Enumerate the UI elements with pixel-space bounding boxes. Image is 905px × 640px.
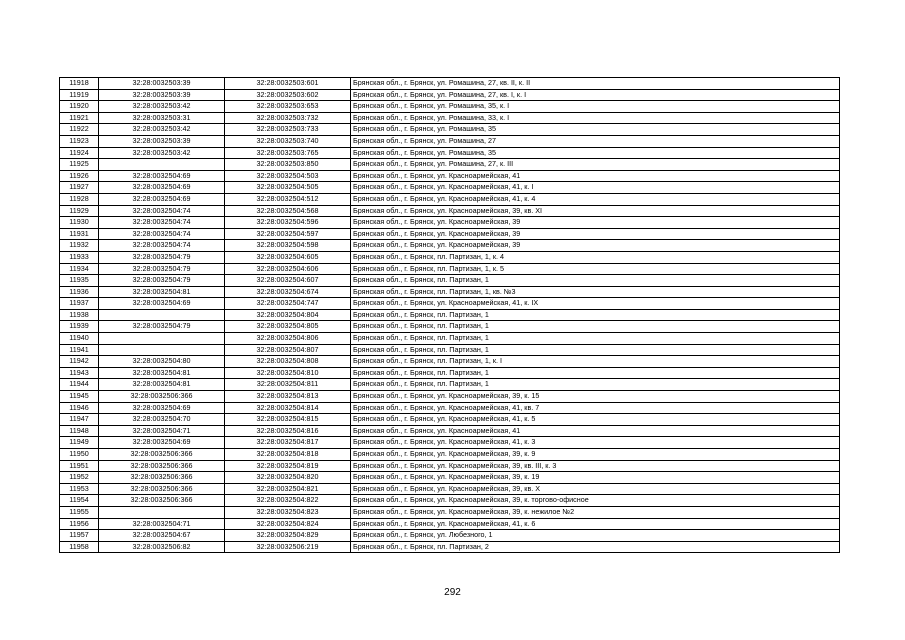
table-row [60,286,840,298]
cadastral-number-cell: 32:28:0032504:817 [225,437,351,449]
table-row [60,251,840,263]
parent-cadastral-number-cell: 32:28:0032504:74 [99,228,225,240]
cadastral-number-cell: 32:28:0032504:811 [225,379,351,391]
address-cell: Брянская обл., г. Брянск, ул. Красноармейская, 41, кв. 7 [351,402,840,414]
cadastral-number-cell: 32:28:0032504:568 [225,205,351,217]
cadastral-number-cell: 32:28:0032504:503 [225,170,351,182]
table-row [60,112,840,124]
row-number-cell: 11938 [60,309,99,321]
cadastral-number-cell: 32:28:0032504:808 [225,356,351,368]
cadastral-number-cell: 32:28:0032503:733 [225,124,351,136]
cadastral-number-cell: 32:28:0032504:806 [225,333,351,345]
address-cell: Брянская обл., г. Брянск, ул. Ромашина, 35, к. I [351,101,840,113]
row-number-cell: 11942 [60,356,99,368]
address-cell: Брянская обл., г. Брянск, ул. Красноармейская, 39 [351,217,840,229]
parent-cadastral-number-cell: 32:28:0032503:42 [99,101,225,113]
parent-cadastral-number-cell: 32:28:0032504:81 [99,379,225,391]
cadastral-number-cell: 32:28:0032504:822 [225,495,351,507]
address-cell: Брянская обл., г. Брянск, ул. Красноармейская, 39, к. 9 [351,449,840,461]
row-number-cell: 11930 [60,217,99,229]
table-row [60,135,840,147]
parent-cadastral-number-cell: 32:28:0032506:366 [99,495,225,507]
address-cell: Брянская обл., г. Брянск, пл. Партизан, 1, к. I [351,356,840,368]
parent-cadastral-number-cell: 32:28:0032504:71 [99,425,225,437]
parent-cadastral-number-cell: 32:28:0032504:74 [99,205,225,217]
table-row [60,402,840,414]
table-row [60,182,840,194]
parent-cadastral-number-cell: 32:28:0032506:82 [99,541,225,553]
parent-cadastral-number-cell: 32:28:0032506:366 [99,449,225,461]
address-cell: Брянская обл., г. Брянск, пл. Партизан, 1 [351,321,840,333]
table-row [60,170,840,182]
cadastral-number-cell: 32:28:0032504:607 [225,275,351,287]
table-row [60,472,840,484]
table-row [60,425,840,437]
cadastral-number-cell: 32:28:0032503:850 [225,159,351,171]
address-cell: Брянская обл., г. Брянск, ул. Красноармейская, 39, к. 15 [351,391,840,403]
address-cell: Брянская обл., г. Брянск, пл. Партизан, 1, к. 4 [351,251,840,263]
parent-cadastral-number-cell [99,159,225,171]
row-number-cell: 11940 [60,333,99,345]
row-number-cell: 11948 [60,425,99,437]
parent-cadastral-number-cell: 32:28:0032503:42 [99,147,225,159]
row-number-cell: 11955 [60,506,99,518]
parent-cadastral-number-cell [99,344,225,356]
table-row [60,205,840,217]
table-row [60,391,840,403]
cadastral-number-cell: 32:28:0032504:805 [225,321,351,333]
table-row [60,159,840,171]
table-row [60,78,840,90]
cadastral-number-cell: 32:28:0032504:512 [225,193,351,205]
table-row [60,541,840,553]
parent-cadastral-number-cell: 32:28:0032503:39 [99,78,225,90]
table-row [60,124,840,136]
table-row [60,379,840,391]
table-row [60,298,840,310]
address-cell: Брянская обл., г. Брянск, ул. Красноармейская, 41, к. IX [351,298,840,310]
cadastral-number-cell: 32:28:0032504:810 [225,367,351,379]
parent-cadastral-number-cell: 32:28:0032506:366 [99,391,225,403]
row-number-cell: 11958 [60,541,99,553]
cadastral-number-cell: 32:28:0032504:605 [225,251,351,263]
cadastral-number-cell: 32:28:0032504:606 [225,263,351,275]
address-cell: Брянская обл., г. Брянск, пл. Партизан, 1 [351,275,840,287]
cadastral-table-body [60,78,840,553]
parent-cadastral-number-cell: 32:28:0032504:74 [99,240,225,252]
address-cell: Брянская обл., г. Брянск, ул. Ромашина, 27 [351,135,840,147]
cadastral-number-cell: 32:28:0032504:597 [225,228,351,240]
cadastral-number-cell: 32:28:0032503:601 [225,78,351,90]
table-row [60,344,840,356]
address-cell: Брянская обл., г. Брянск, ул. Красноармейская, 39, кв. XI [351,205,840,217]
address-cell: Брянская обл., г. Брянск, пл. Партизан, 1 [351,344,840,356]
address-cell: Брянская обл., г. Брянск, ул. Ромашина, 35 [351,147,840,159]
address-cell: Брянская обл., г. Брянск, ул. Красноармейская, 41, к. 4 [351,193,840,205]
parent-cadastral-number-cell: 32:28:0032504:69 [99,437,225,449]
address-cell: Брянская обл., г. Брянск, ул. Красноармейская, 41, к. 6 [351,518,840,530]
address-cell: Брянская обл., г. Брянск, ул. Красноармейская, 41, к. I [351,182,840,194]
parent-cadastral-number-cell: 32:28:0032504:80 [99,356,225,368]
address-cell: Брянская обл., г. Брянск, ул. Красноармейская, 41, к. 3 [351,437,840,449]
address-cell: Брянская обл., г. Брянск, ул. Красноармейская, 39 [351,240,840,252]
cadastral-table [59,77,840,553]
parent-cadastral-number-cell [99,333,225,345]
parent-cadastral-number-cell: 32:28:0032504:74 [99,217,225,229]
row-number-cell: 11946 [60,402,99,414]
table-row [60,193,840,205]
row-number-cell: 11921 [60,112,99,124]
parent-cadastral-number-cell: 32:28:0032504:70 [99,414,225,426]
table-row [60,460,840,472]
cadastral-number-cell: 32:28:0032504:815 [225,414,351,426]
cadastral-number-cell: 32:28:0032503:732 [225,112,351,124]
parent-cadastral-number-cell: 32:28:0032504:69 [99,182,225,194]
row-number-cell: 11934 [60,263,99,275]
address-cell: Брянская обл., г. Брянск, ул. Ромашина, 27, к. III [351,159,840,171]
table-row [60,518,840,530]
table-row [60,101,840,113]
row-number-cell: 11925 [60,159,99,171]
row-number-cell: 11953 [60,483,99,495]
row-number-cell: 11935 [60,275,99,287]
table-row [60,437,840,449]
row-number-cell: 11932 [60,240,99,252]
parent-cadastral-number-cell: 32:28:0032504:69 [99,402,225,414]
row-number-cell: 11929 [60,205,99,217]
address-cell: Брянская обл., г. Брянск, ул. Красноармейская, 41 [351,170,840,182]
parent-cadastral-number-cell: 32:28:0032503:31 [99,112,225,124]
table-row [60,321,840,333]
row-number-cell: 11920 [60,101,99,113]
row-number-cell: 11922 [60,124,99,136]
table-row [60,367,840,379]
parent-cadastral-number-cell: 32:28:0032506:366 [99,472,225,484]
row-number-cell: 11931 [60,228,99,240]
parent-cadastral-number-cell: 32:28:0032504:79 [99,251,225,263]
table-row [60,414,840,426]
row-number-cell: 11957 [60,530,99,542]
cadastral-number-cell: 32:28:0032504:821 [225,483,351,495]
row-number-cell: 11950 [60,449,99,461]
parent-cadastral-number-cell: 32:28:0032506:366 [99,460,225,472]
parent-cadastral-number-cell: 32:28:0032504:67 [99,530,225,542]
row-number-cell: 11928 [60,193,99,205]
cadastral-number-cell: 32:28:0032504:807 [225,344,351,356]
address-cell: Брянская обл., г. Брянск, ул. Красноармейская, 39, к. торгово-офисное [351,495,840,507]
table-row [60,228,840,240]
cadastral-number-cell: 32:28:0032504:598 [225,240,351,252]
parent-cadastral-number-cell: 32:28:0032503:39 [99,135,225,147]
row-number-cell: 11927 [60,182,99,194]
row-number-cell: 11943 [60,367,99,379]
page-number: 292 [444,587,461,598]
row-number-cell: 11945 [60,391,99,403]
parent-cadastral-number-cell [99,506,225,518]
row-number-cell: 11918 [60,78,99,90]
address-cell: Брянская обл., г. Брянск, ул. Красноармейская, 41 [351,425,840,437]
cadastral-number-cell: 32:28:0032504:818 [225,449,351,461]
cadastral-number-cell: 32:28:0032504:829 [225,530,351,542]
address-cell: Брянская обл., г. Брянск, ул. Красноармейская, 41, к. 5 [351,414,840,426]
address-cell: Брянская обл., г. Брянск, пл. Партизан, 1, к. 5 [351,263,840,275]
parent-cadastral-number-cell: 32:28:0032504:69 [99,170,225,182]
address-cell: Брянская обл., г. Брянск, ул. Ромашина, 35 [351,124,840,136]
address-cell: Брянская обл., г. Брянск, пл. Партизан, 1 [351,333,840,345]
row-number-cell: 11924 [60,147,99,159]
cadastral-number-cell: 32:28:0032503:765 [225,147,351,159]
address-cell: Брянская обл., г. Брянск, ул. Красноармейская, 39, к. нежилое №2 [351,506,840,518]
cadastral-number-cell: 32:28:0032504:823 [225,506,351,518]
parent-cadastral-number-cell: 32:28:0032504:81 [99,286,225,298]
table-row [60,217,840,229]
address-cell: Брянская обл., г. Брянск, ул. Красноармейская, 39, кв. X [351,483,840,495]
parent-cadastral-number-cell: 32:28:0032503:39 [99,89,225,101]
cadastral-number-cell: 32:28:0032504:674 [225,286,351,298]
row-number-cell: 11949 [60,437,99,449]
cadastral-number-cell: 32:28:0032504:804 [225,309,351,321]
table-row [60,506,840,518]
parent-cadastral-number-cell: 32:28:0032506:366 [99,483,225,495]
row-number-cell: 11936 [60,286,99,298]
table-row [60,356,840,368]
table-row [60,495,840,507]
parent-cadastral-number-cell: 32:28:0032504:69 [99,193,225,205]
table-row [60,530,840,542]
row-number-cell: 11951 [60,460,99,472]
parent-cadastral-number-cell: 32:28:0032504:69 [99,298,225,310]
address-cell: Брянская обл., г. Брянск, пл. Партизан, 1 [351,379,840,391]
address-cell: Брянская обл., г. Брянск, ул. Ромашина, 33, к. I [351,112,840,124]
parent-cadastral-number-cell: 32:28:0032504:79 [99,263,225,275]
cadastral-number-cell: 32:28:0032503:653 [225,101,351,113]
cadastral-number-cell: 32:28:0032504:824 [225,518,351,530]
table-row [60,449,840,461]
row-number-cell: 11952 [60,472,99,484]
cadastral-number-cell: 32:28:0032504:816 [225,425,351,437]
cadastral-number-cell: 32:28:0032504:747 [225,298,351,310]
row-number-cell: 11923 [60,135,99,147]
address-cell: Брянская обл., г. Брянск, пл. Партизан, 1 [351,367,840,379]
row-number-cell: 11944 [60,379,99,391]
address-cell: Брянская обл., г. Брянск, ул. Красноармейская, 39, кв. III, к. 3 [351,460,840,472]
row-number-cell: 11937 [60,298,99,310]
parent-cadastral-number-cell: 32:28:0032504:79 [99,321,225,333]
cadastral-number-cell: 32:28:0032504:814 [225,402,351,414]
table-row [60,147,840,159]
cadastral-number-cell: 32:28:0032503:602 [225,89,351,101]
parent-cadastral-number-cell: 32:28:0032504:71 [99,518,225,530]
cadastral-number-cell: 32:28:0032506:219 [225,541,351,553]
cadastral-number-cell: 32:28:0032504:813 [225,391,351,403]
parent-cadastral-number-cell: 32:28:0032503:42 [99,124,225,136]
row-number-cell: 11956 [60,518,99,530]
address-cell: Брянская обл., г. Брянск, ул. Ромашина, 27, кв. II, к. II [351,78,840,90]
row-number-cell: 11941 [60,344,99,356]
address-cell: Брянская обл., г. Брянск, ул. Ромашина, 27, кв. I, к. I [351,89,840,101]
parent-cadastral-number-cell: 32:28:0032504:81 [99,367,225,379]
address-cell: Брянская обл., г. Брянск, ул. Любезного, 1 [351,530,840,542]
table-row [60,275,840,287]
address-cell: Брянская обл., г. Брянск, пл. Партизан, 2 [351,541,840,553]
row-number-cell: 11926 [60,170,99,182]
table-row [60,263,840,275]
address-cell: Брянская обл., г. Брянск, пл. Партизан, 1, кв. №3 [351,286,840,298]
row-number-cell: 11933 [60,251,99,263]
cadastral-number-cell: 32:28:0032504:505 [225,182,351,194]
cadastral-number-cell: 32:28:0032504:819 [225,460,351,472]
cadastral-number-cell: 32:28:0032504:820 [225,472,351,484]
parent-cadastral-number-cell [99,309,225,321]
row-number-cell: 11947 [60,414,99,426]
cadastral-number-cell: 32:28:0032504:596 [225,217,351,229]
table-row [60,333,840,345]
table-row [60,483,840,495]
address-cell: Брянская обл., г. Брянск, пл. Партизан, 1 [351,309,840,321]
row-number-cell: 11939 [60,321,99,333]
table-row [60,89,840,101]
table-row [60,309,840,321]
cadastral-number-cell: 32:28:0032503:740 [225,135,351,147]
parent-cadastral-number-cell: 32:28:0032504:79 [99,275,225,287]
row-number-cell: 11954 [60,495,99,507]
address-cell: Брянская обл., г. Брянск, ул. Красноармейская, 39, к. 19 [351,472,840,484]
address-cell: Брянская обл., г. Брянск, ул. Красноармейская, 39 [351,228,840,240]
row-number-cell: 11919 [60,89,99,101]
table-row [60,240,840,252]
